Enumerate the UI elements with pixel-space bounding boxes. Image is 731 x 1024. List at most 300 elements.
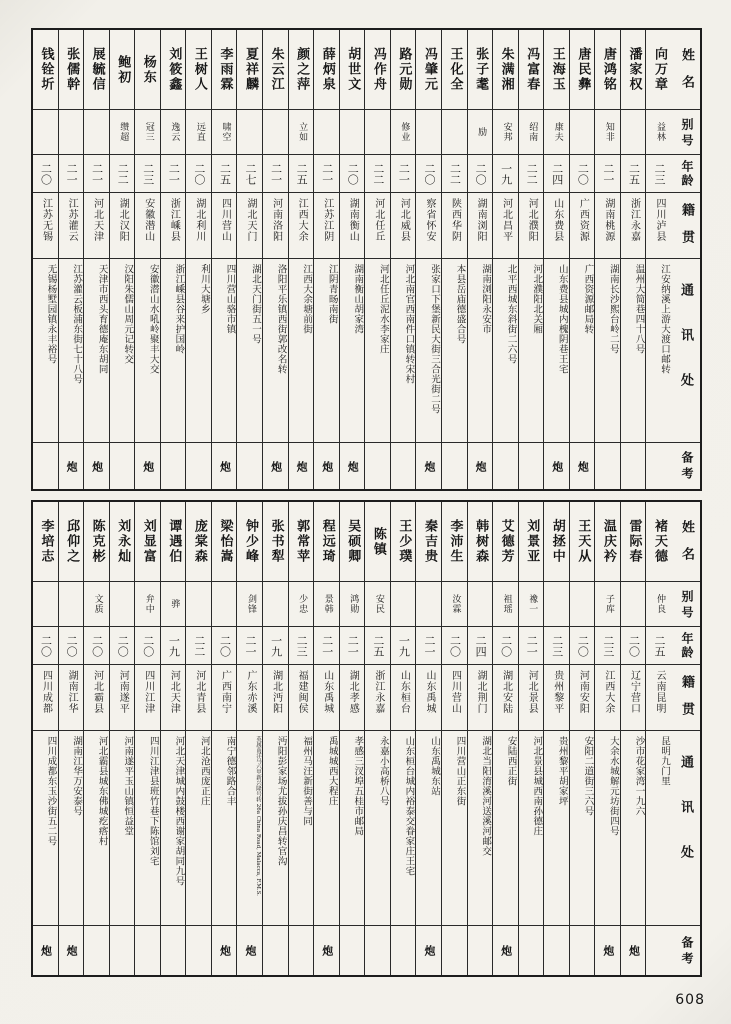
person-native-place: 湖北天门 xyxy=(237,193,262,259)
person-native-place: 四川营山 xyxy=(442,665,467,731)
person-alias: 子库 xyxy=(595,582,620,627)
person-name: 冯富春 xyxy=(519,30,544,110)
person-native-place: 江苏无锡 xyxy=(33,193,58,259)
person-alias: 少忠 xyxy=(289,582,314,627)
person-age: 二一 xyxy=(161,155,186,193)
person-remark xyxy=(468,926,493,975)
person-native-place: 安徽潜山 xyxy=(135,193,160,259)
person-column xyxy=(415,30,441,489)
person-age: 一九 xyxy=(493,155,518,193)
person-alias: 远直 xyxy=(186,110,211,155)
header-column xyxy=(671,30,700,489)
person-address: 河北天津城内鼓楼西谢家胡同九号 xyxy=(161,731,186,926)
person-age: 二〇 xyxy=(416,155,441,193)
person-alias xyxy=(391,582,416,627)
person-native-place: 河北青县 xyxy=(186,665,211,731)
person-native-place: 山东禹城 xyxy=(416,665,441,731)
person-age: 二四 xyxy=(544,155,569,193)
person-name: 王海玉 xyxy=(544,30,569,110)
person-native-place: 广东赤溪 xyxy=(237,665,262,731)
person-remark xyxy=(493,443,518,489)
person-age: 二〇 xyxy=(33,155,58,193)
person-column xyxy=(467,502,493,975)
person-age: 二二 xyxy=(442,155,467,193)
person-native-place: 浙江永嘉 xyxy=(365,665,390,731)
person-remark xyxy=(161,443,186,489)
person-column xyxy=(185,30,211,489)
person-address: 昆明九门里 xyxy=(646,731,671,926)
person-age: 二〇 xyxy=(135,627,160,665)
person-alias xyxy=(468,582,493,627)
person-column xyxy=(364,502,390,975)
person-name: 朱满湘 xyxy=(493,30,518,110)
person-native-place: 湖北汉阳 xyxy=(110,193,135,259)
person-address: 河北景县城西南孙德庄 xyxy=(519,731,544,926)
person-native-place: 湖南桃源 xyxy=(595,193,620,259)
person-age: 二〇 xyxy=(340,155,365,193)
person-column xyxy=(492,502,518,975)
person-column xyxy=(390,30,416,489)
person-address: 汉阳朱儒山周元记转交 xyxy=(110,259,135,443)
person-native-place: 四川成都 xyxy=(33,665,58,731)
person-name: 邱仰之 xyxy=(59,502,84,582)
person-alias xyxy=(416,582,441,627)
person-remark: 炮 xyxy=(295,460,309,472)
person-alias: 景韩 xyxy=(314,582,339,627)
person-remark: 炮 xyxy=(576,460,590,472)
person-age: 二〇 xyxy=(621,627,646,665)
person-column xyxy=(211,30,237,489)
person-name: 梁怡嵩 xyxy=(212,502,237,582)
person-column xyxy=(58,502,84,975)
person-age: 一九 xyxy=(263,627,288,665)
person-alias: 益林 xyxy=(646,110,671,155)
person-age: 二二 xyxy=(519,155,544,193)
person-name: 路元勋 xyxy=(391,30,416,110)
person-name: 李培志 xyxy=(33,502,58,582)
person-age: 二〇 xyxy=(84,627,109,665)
person-name: 王天从 xyxy=(570,502,595,582)
person-remark: 炮 xyxy=(244,945,257,956)
person-alias xyxy=(110,582,135,627)
person-address: 山东桓台城内裕泰交眷家庄王宅 xyxy=(391,731,416,926)
person-address: 本县岳庙德盛合号 xyxy=(442,259,467,443)
person-remark: 炮 xyxy=(269,460,283,472)
person-native-place: 河南洛阳 xyxy=(263,193,288,259)
person-age: 二一 xyxy=(416,627,441,665)
header-native: 籍贯 xyxy=(671,665,700,731)
person-name: 钱铨圻 xyxy=(33,30,58,110)
person-address: 张家口下堡新民大街三合光街二号 xyxy=(416,259,441,443)
person-age: 二一 xyxy=(314,627,339,665)
person-native-place: 江西大余 xyxy=(595,665,620,731)
person-age: 二一 xyxy=(391,155,416,193)
person-native-place: 河南遂平 xyxy=(110,665,135,731)
directory-table-top xyxy=(31,28,702,491)
person-alias xyxy=(340,110,365,155)
person-name: 鲍初 xyxy=(110,30,135,110)
person-native-place: 四川江津 xyxy=(135,665,160,731)
header-alias: 别号 xyxy=(671,110,700,155)
person-native-place: 山东费县 xyxy=(544,193,569,259)
header-remark: 备考 xyxy=(680,935,694,968)
person-name: 颜之萍 xyxy=(289,30,314,110)
person-remark xyxy=(646,443,671,489)
person-native-place: 河北濮阳 xyxy=(519,193,544,259)
person-alias: 剑锋 xyxy=(237,582,262,627)
person-remark: 炮 xyxy=(422,460,436,472)
person-address: 洛阳平乐镇西街郭改名转 xyxy=(263,259,288,443)
person-column xyxy=(518,502,544,975)
person-remark: 炮 xyxy=(601,945,615,956)
person-alias xyxy=(416,110,441,155)
person-native-place: 江苏江阴 xyxy=(314,193,339,259)
person-alias xyxy=(33,582,58,627)
person-native-place: 陕西华阴 xyxy=(442,193,467,259)
header-name: 姓名 xyxy=(671,30,700,110)
person-name: 褚天德 xyxy=(646,502,671,582)
person-remark xyxy=(365,926,390,975)
person-alias xyxy=(314,110,339,155)
person-alias: 立如 xyxy=(289,110,314,155)
person-native-place: 云南昆明 xyxy=(646,665,671,731)
person-address: 大余水城解元坊街四号 xyxy=(595,731,620,926)
person-address: 南宁德邻路合丰 xyxy=(212,731,237,926)
person-column xyxy=(569,30,595,489)
person-address: 河北沧西庞正庄 xyxy=(186,731,211,926)
person-name: 张书犁 xyxy=(263,502,288,582)
person-remark xyxy=(391,926,416,975)
person-remark xyxy=(33,443,58,489)
person-alias: 鸿勋 xyxy=(340,582,365,627)
person-native-place: 湖北利川 xyxy=(186,193,211,259)
person-native-place: 四川泸县 xyxy=(646,193,671,259)
person-name: 温庆衿 xyxy=(595,502,620,582)
person-name: 刘筱鑫 xyxy=(161,30,186,110)
header-age: 年龄 xyxy=(671,155,700,193)
person-alias: 弁中 xyxy=(135,582,160,627)
person-name: 郭常苹 xyxy=(289,502,314,582)
person-column xyxy=(645,30,671,489)
person-native-place: 山东禹城 xyxy=(314,665,339,731)
person-age: 一九 xyxy=(161,627,186,665)
person-remark xyxy=(621,443,646,489)
person-address: 安陆西正街 xyxy=(493,731,518,926)
person-address: 江苏灌云板浦东街七十八号 xyxy=(59,259,84,443)
person-alias xyxy=(59,110,84,155)
person-age: 二五 xyxy=(289,155,314,193)
person-address: 四川营山骆市镇 xyxy=(212,259,237,443)
person-remark xyxy=(442,926,467,975)
person-address: 河北南官西南件口镇转宋村 xyxy=(391,259,416,443)
person-name: 向万章 xyxy=(646,30,671,110)
person-native-place: 察省怀安 xyxy=(416,193,441,259)
person-remark: 炮 xyxy=(90,460,104,472)
person-age: 二一 xyxy=(314,155,339,193)
person-remark xyxy=(135,926,160,975)
person-alias: 安邦 xyxy=(493,110,518,155)
person-column xyxy=(134,502,160,975)
person-remark xyxy=(365,443,390,489)
person-address: 禹城城西大程庄 xyxy=(314,731,339,926)
person-name: 程远琦 xyxy=(314,502,339,582)
person-age: 二三 xyxy=(595,627,620,665)
person-address: 沙市花家湾一九六 xyxy=(621,731,646,926)
person-remark: 炮 xyxy=(65,945,79,956)
person-address: 河北濮阳北关厢 xyxy=(519,259,544,443)
person-remark: 炮 xyxy=(422,945,436,956)
person-age: 二三 xyxy=(544,627,569,665)
person-name: 韩树森 xyxy=(468,502,493,582)
person-remark: 炮 xyxy=(141,460,155,472)
person-native-place: 河北昌平 xyxy=(493,193,518,259)
person-age: 二三 xyxy=(135,155,160,193)
person-column xyxy=(339,30,365,489)
person-address: 湖南衡山胡家湾 xyxy=(340,259,365,443)
person-alias xyxy=(59,582,84,627)
person-name: 胡世文 xyxy=(340,30,365,110)
person-remark xyxy=(110,443,135,489)
person-native-place: 湖南浏阳 xyxy=(468,193,493,259)
person-age: 一九 xyxy=(391,627,416,665)
person-remark: 炮 xyxy=(474,460,488,472)
person-column xyxy=(262,30,288,489)
person-age: 二一 xyxy=(59,155,84,193)
person-name: 薛炳泉 xyxy=(314,30,339,110)
person-remark xyxy=(570,926,595,975)
header-address: 通讯处 xyxy=(671,731,700,926)
person-native-place: 广西南宁 xyxy=(212,665,237,731)
person-address: 沔阳彭家场尤拔孙庆昌转官沟 xyxy=(263,731,288,926)
person-native-place: 江西大余 xyxy=(289,193,314,259)
person-age: 二〇 xyxy=(33,627,58,665)
person-age: 二三 xyxy=(289,627,314,665)
person-address: 无锡杨墅园镇永丰裕号 xyxy=(33,259,58,443)
person-age: 二一 xyxy=(519,627,544,665)
person-age: 二一 xyxy=(237,627,262,665)
person-alias: 汝霖 xyxy=(442,582,467,627)
person-name: 王树人 xyxy=(186,30,211,110)
person-address: 广西资源邮局转 xyxy=(570,259,595,443)
person-column xyxy=(339,502,365,975)
person-alias: 逸云 xyxy=(161,110,186,155)
person-column xyxy=(185,502,211,975)
header-address: 通讯处 xyxy=(671,259,700,443)
person-alias xyxy=(186,582,211,627)
person-address: 河北霸县城东佛城疙瘩村 xyxy=(84,731,109,926)
person-column xyxy=(262,502,288,975)
person-alias xyxy=(570,110,595,155)
person-name: 李沛生 xyxy=(442,502,467,582)
person-column xyxy=(160,30,186,489)
person-column xyxy=(313,30,339,489)
person-native-place: 河北天津 xyxy=(84,193,109,259)
person-age: 二二 xyxy=(110,155,135,193)
person-age: 二一 xyxy=(263,155,288,193)
person-age: 二五 xyxy=(212,155,237,193)
person-native-place: 浙江嵊县 xyxy=(161,193,186,259)
person-remark xyxy=(110,926,135,975)
person-remark xyxy=(519,926,544,975)
person-column xyxy=(58,30,84,489)
person-age: 二〇 xyxy=(570,627,595,665)
person-name: 吴硕卿 xyxy=(340,502,365,582)
person-alias: 啸空 xyxy=(212,110,237,155)
person-alias xyxy=(570,582,595,627)
person-remark: 炮 xyxy=(218,945,232,956)
person-alias xyxy=(365,110,390,155)
person-remark: 炮 xyxy=(550,460,564,472)
directory-table-bottom xyxy=(31,500,702,977)
person-native-place: 湖北安陆 xyxy=(493,665,518,731)
person-alias xyxy=(442,110,467,155)
person-name: 刘显富 xyxy=(135,502,160,582)
person-age: 二〇 xyxy=(570,155,595,193)
person-address: 贵州黎平胡家坪 xyxy=(544,731,569,926)
person-name: 冯作舟 xyxy=(365,30,390,110)
person-address: 江阴青旸南街 xyxy=(314,259,339,443)
person-column xyxy=(543,30,569,489)
person-alias: 仲良 xyxy=(646,582,671,627)
person-remark xyxy=(263,926,288,975)
person-native-place: 江苏灌云 xyxy=(59,193,84,259)
person-name: 李雨霖 xyxy=(212,30,237,110)
person-alias xyxy=(621,582,646,627)
person-remark: 炮 xyxy=(65,460,79,472)
person-remark xyxy=(237,443,262,489)
person-remark xyxy=(544,926,569,975)
person-name: 胡拯中 xyxy=(544,502,569,582)
person-column xyxy=(83,30,109,489)
person-native-place: 辽宁营口 xyxy=(621,665,646,731)
person-age: 二一 xyxy=(595,155,620,193)
person-address: 福州马汪新街善与同 xyxy=(289,731,314,926)
person-name: 陈克彬 xyxy=(84,502,109,582)
person-column xyxy=(415,502,441,975)
person-address: 利川大塘乡 xyxy=(186,259,211,443)
person-age: 二二 xyxy=(365,155,390,193)
person-name: 展毓信 xyxy=(84,30,109,110)
person-name: 陈镇 xyxy=(365,502,390,582)
person-alias: 缵超 xyxy=(110,110,135,155)
person-remark xyxy=(340,926,365,975)
person-address: 湖南江华万安泰号 xyxy=(59,731,84,926)
person-age: 二五 xyxy=(365,627,390,665)
person-name: 冯肇元 xyxy=(416,30,441,110)
person-alias xyxy=(212,582,237,627)
person-address: 江西大余塘前街 xyxy=(289,259,314,443)
person-alias: 冠三 xyxy=(135,110,160,155)
person-alias: 康夫 xyxy=(544,110,569,155)
person-address: 河南遂平玉山镇恒益堂 xyxy=(110,731,135,926)
person-age: 二七 xyxy=(237,155,262,193)
person-alias: 祖瑶 xyxy=(493,582,518,627)
person-age: 二五 xyxy=(621,155,646,193)
header-column xyxy=(671,502,700,975)
person-column xyxy=(543,502,569,975)
person-alias: 骅 xyxy=(161,582,186,627)
person-address: 江安纳溪上游大渡口邮转 xyxy=(646,259,671,443)
person-remark: 炮 xyxy=(320,460,334,472)
person-age: 二〇 xyxy=(493,627,518,665)
person-address: 温州大简巷四十八号 xyxy=(621,259,646,443)
person-column xyxy=(33,502,58,975)
person-address: 安阳二道街三六号 xyxy=(570,731,595,926)
person-column xyxy=(364,30,390,489)
page-number: 608 xyxy=(675,992,705,1008)
person-alias: 励 xyxy=(468,110,493,155)
person-native-place: 河北威县 xyxy=(391,193,416,259)
person-alias: 文质 xyxy=(84,582,109,627)
header-age: 年龄 xyxy=(671,627,700,665)
person-native-place: 河北景县 xyxy=(519,665,544,731)
person-column xyxy=(83,502,109,975)
person-native-place: 河南安阳 xyxy=(570,665,595,731)
person-address: 安徽潜山水吼岭聚丰大交 xyxy=(135,259,160,443)
person-alias: 知非 xyxy=(595,110,620,155)
person-column xyxy=(594,30,620,489)
person-native-place: 河北任丘 xyxy=(365,193,390,259)
person-column xyxy=(109,30,135,489)
person-column xyxy=(211,502,237,975)
person-name: 张子耄 xyxy=(468,30,493,110)
person-remark xyxy=(84,926,109,975)
person-remark xyxy=(391,443,416,489)
person-address: 北平西城东斜街二六号 xyxy=(493,259,518,443)
person-address: 四川江津县班竹巷下陈馆刘宅 xyxy=(135,731,160,926)
person-age: 二〇 xyxy=(212,627,237,665)
person-remark xyxy=(595,443,620,489)
person-column xyxy=(390,502,416,975)
person-name: 谭遇伯 xyxy=(161,502,186,582)
person-remark xyxy=(186,443,211,489)
person-remark: 炮 xyxy=(39,945,53,956)
person-column xyxy=(288,30,314,489)
person-name: 夏祥麟 xyxy=(237,30,262,110)
person-column xyxy=(160,502,186,975)
person-address: 湖北天门街五一号 xyxy=(237,259,262,443)
person-address: 天津市西头育德庵东胡同 xyxy=(84,259,109,443)
person-name: 秦吉贵 xyxy=(416,502,441,582)
person-address: 英属南洋马六甲新兴隆号转 26a China Road, Malacca, F.M.S. xyxy=(237,731,262,926)
person-address: 永嘉小高桥八号 xyxy=(365,731,390,926)
person-column xyxy=(313,502,339,975)
person-column xyxy=(620,30,646,489)
person-native-place: 湖南衡山 xyxy=(340,193,365,259)
person-column xyxy=(236,502,262,975)
person-column xyxy=(645,502,671,975)
person-remark xyxy=(646,926,671,975)
person-remark xyxy=(161,926,186,975)
person-name: 唐鸿铭 xyxy=(595,30,620,110)
person-alias: 修业 xyxy=(391,110,416,155)
person-alias xyxy=(237,110,262,155)
person-name: 张儒幹 xyxy=(59,30,84,110)
person-remark xyxy=(519,443,544,489)
person-alias xyxy=(621,110,646,155)
person-address: 山东费县城内槐阴巷王宅 xyxy=(544,259,569,443)
person-column xyxy=(288,502,314,975)
person-address: 湖北当阳淯溪河送溪河邮交 xyxy=(468,731,493,926)
person-native-place: 贵州黎平 xyxy=(544,665,569,731)
person-age: 二二 xyxy=(186,627,211,665)
person-native-place: 湖南江华 xyxy=(59,665,84,731)
person-address: 山东禹城东站 xyxy=(416,731,441,926)
person-name: 艾德芳 xyxy=(493,502,518,582)
person-alias: 安民 xyxy=(365,582,390,627)
person-name: 朱云江 xyxy=(263,30,288,110)
person-column xyxy=(467,30,493,489)
